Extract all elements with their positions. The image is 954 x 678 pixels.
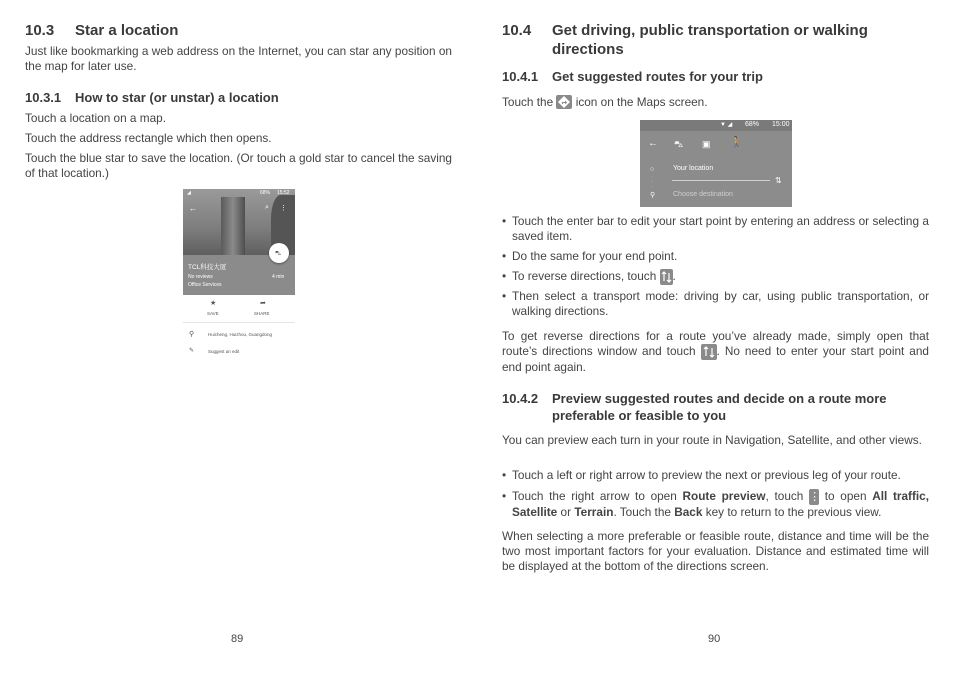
bullet-enter-bar: • Touch the enter bar to edit your start point by entering an address or selecting a saved item. xyxy=(502,214,929,243)
section-title: Star a location xyxy=(75,22,179,39)
swap-directions-icon xyxy=(660,269,673,285)
place-details-screenshot xyxy=(183,189,295,354)
more-options-icon: ⋮ xyxy=(280,205,287,212)
divider xyxy=(183,322,295,323)
subsection-title: How to star (or unstar) a location xyxy=(75,90,279,105)
clock-text: 15:52 xyxy=(277,190,290,196)
wifi-icon: ▼ ◢ xyxy=(720,122,733,128)
category-text: Office Services xyxy=(188,282,222,288)
save-label[interactable]: SAVE xyxy=(207,311,219,316)
clock-text: 15:00 xyxy=(772,121,790,128)
bullet-text: Touch a left or right arrow to preview the next or previous leg of your route. xyxy=(512,468,901,482)
place-name: TCL科技大厦 xyxy=(188,264,227,271)
intro-paragraph: Just like bookmarking a web address on the Internet, you can star any position on the map for later use. xyxy=(25,44,452,73)
star-icon[interactable]: ★ xyxy=(210,300,217,307)
swap-directions-icon xyxy=(701,344,717,360)
origin-field[interactable]: Your location xyxy=(673,165,714,172)
subsection-title: Get suggested routes for your trip xyxy=(552,69,763,84)
suggest-edit-text[interactable]: Suggest an edit xyxy=(208,349,240,354)
preview-intro-paragraph: You can preview each turn in your route in Navigation, Satellite, and other views. xyxy=(502,433,922,447)
bullet-text: Do the same for your end point. xyxy=(512,249,678,263)
bullet-arrows: • Touch a left or right arrow to preview the next or previous leg of your route. xyxy=(502,468,901,482)
swap-directions-icon[interactable]: ⇅ xyxy=(775,176,782,185)
route-preview-label: Route preview xyxy=(682,489,766,504)
origin-underline xyxy=(672,180,770,181)
destination-pin-icon: ⚲ xyxy=(650,192,656,199)
subsection-number: 10.3.1 xyxy=(25,90,62,105)
step-1: Touch a location on a map. xyxy=(25,111,166,125)
subsection-title-line1: Preview suggested routes and decide on a route more xyxy=(552,391,887,406)
terrain-label: Terrain xyxy=(574,505,614,519)
walking-mode-icon[interactable]: 🚶 xyxy=(730,137,743,148)
section-number: 10.4 xyxy=(502,22,532,39)
search-icon: ⌕ xyxy=(265,204,269,211)
back-key-label: Back xyxy=(674,505,703,519)
bullet-text-end: . xyxy=(672,269,676,284)
transit-mode-icon[interactable]: ▣ xyxy=(702,139,711,149)
back-arrow-icon[interactable]: ← xyxy=(648,138,658,149)
bullet-text: To reverse directions, touch xyxy=(512,269,657,284)
origin-dot-icon: ○ xyxy=(650,166,655,173)
section-number: 10.3 xyxy=(25,22,55,39)
touch-post-text: icon on the Maps screen. xyxy=(575,95,708,109)
building-image xyxy=(221,197,245,255)
bullet-text: Touch the enter bar to edit your start point by entering an address or selecting a saved item. xyxy=(512,214,929,243)
bullet-transport-mode: • Then select a transport mode: driving by car, using public transportation, or walking directions. xyxy=(502,289,929,318)
more-options-icon: ⋮ xyxy=(809,491,821,503)
subsection-title-line2: preferable or feasible to you xyxy=(552,408,727,423)
bullet-reverse: • To reverse directions, touch . xyxy=(502,269,676,284)
reverse-pre-text: To get reverse directions for a route you’ve already made, simply open that route’s directions window and touch xyxy=(502,329,929,359)
closing-paragraph: When selecting a more preferable or feasible route, distance and time will be the two most important factors for your evaluation. Distance and estimated time will be displayed at the bottom of the directions screen. xyxy=(502,529,929,573)
bullet-text: key to return to the previous view. xyxy=(705,505,882,519)
subsection-number: 10.4.2 xyxy=(502,391,539,406)
bullet-text: to open xyxy=(824,489,867,504)
car-icon: ⛍ xyxy=(275,251,282,257)
battery-text: 68% xyxy=(745,121,760,128)
touch-pre-text: Touch the xyxy=(502,95,554,109)
address-text: Huicheng, Huizhou, Guangdong xyxy=(208,332,273,337)
car-mode-icon[interactable]: ⛍ xyxy=(674,139,684,149)
pencil-icon: ✎ xyxy=(189,348,195,354)
share-label[interactable]: SHARE xyxy=(254,311,270,316)
step-3: Touch the blue star to save the location. (Or touch a gold star to cancel the saving of that location.) xyxy=(25,151,452,180)
bullet-text: Then select a transport mode: driving by car, using public transportation, or walking directions. xyxy=(512,289,929,318)
share-icon[interactable]: ➦ xyxy=(260,300,266,307)
bullet-text: or xyxy=(560,505,572,519)
reverse-post-text: . No need to enter your start point and end point again. xyxy=(502,344,929,374)
page-number: 89 xyxy=(231,633,244,645)
reviews-text: No reviews xyxy=(188,274,213,280)
page-number: 90 xyxy=(708,633,721,645)
destination-field[interactable]: Choose destination xyxy=(673,191,733,198)
step-2: Touch the address rectangle which then opens. xyxy=(25,131,272,145)
bullet-route-preview: • Touch the right arrow to open Route preview, touch ⋮ to open All traffic, Satellite or Terrain. Touch the Back key to return to the previous view. xyxy=(502,489,930,519)
bullet-text: Touch the right arrow to open xyxy=(512,489,677,504)
status-bar xyxy=(640,120,792,131)
bullet-text: . Touch the xyxy=(613,505,671,519)
location-pin-icon: ⚲ xyxy=(189,331,195,338)
back-arrow-icon: ← xyxy=(189,204,197,213)
section-title-line2: directions xyxy=(552,41,624,58)
battery-text: 68% xyxy=(260,190,271,196)
route-dots: · · · xyxy=(651,174,653,190)
section-title-line1: Get driving, public transportation or walking xyxy=(552,22,868,39)
reverse-paragraph xyxy=(502,329,929,375)
directions-icon xyxy=(556,95,572,109)
directions-screenshot xyxy=(640,120,792,207)
bullet-end-point: • Do the same for your end point. xyxy=(502,249,678,263)
duration-text: 4 min xyxy=(272,274,285,280)
all-traffic-satellite-label: All traffic, Satellite xyxy=(512,489,930,519)
bullet-text: , touch xyxy=(765,489,804,504)
touch-icon-instruction xyxy=(502,95,708,110)
subsection-number: 10.4.1 xyxy=(502,69,539,84)
signal-icon: ◢ xyxy=(187,190,191,196)
